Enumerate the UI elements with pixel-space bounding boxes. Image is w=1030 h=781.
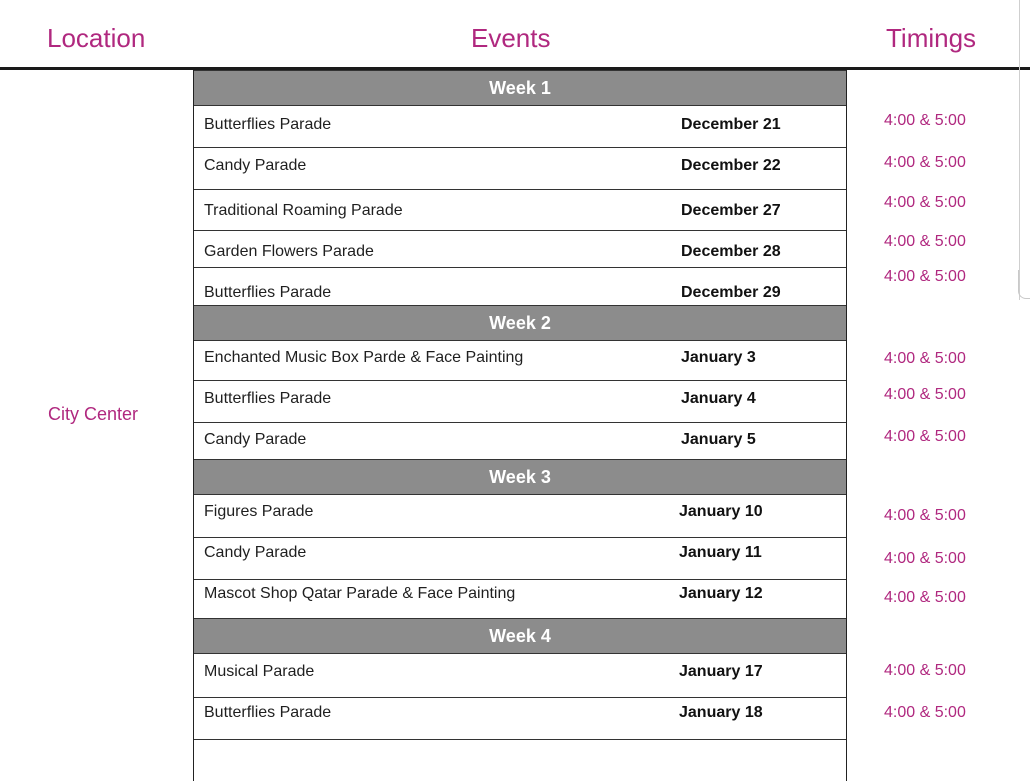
events-column-left-border [193, 70, 194, 781]
event-name: Butterflies Parade [204, 704, 332, 721]
event-date: December 28 [681, 243, 781, 260]
row-divider [194, 230, 846, 231]
event-name: Butterflies Parade [204, 284, 332, 301]
event-date: January 3 [681, 349, 756, 366]
event-name: Garden Flowers Parade [204, 243, 374, 260]
event-date: January 5 [681, 431, 756, 448]
event-name: Mascot Shop Qatar Parade & Face Painting [204, 585, 516, 602]
scrollbar-track[interactable] [1019, 0, 1020, 300]
event-date: January 10 [679, 503, 763, 520]
event-timing: 4:00 & 5:00 [884, 194, 966, 211]
event-date: December 27 [681, 202, 781, 219]
event-date: December 22 [681, 157, 781, 174]
event-date: January 11 [679, 544, 762, 561]
events-column-header: Events [471, 23, 551, 53]
event-timing: 4:00 & 5:00 [884, 350, 966, 367]
week-1-band: Week 1 [194, 70, 846, 106]
event-timing: 4:00 & 5:00 [884, 386, 966, 403]
event-date: December 21 [681, 116, 781, 133]
event-date: January 4 [681, 390, 756, 407]
scrollbar-corner [1018, 270, 1030, 299]
event-timing: 4:00 & 5:00 [884, 154, 966, 171]
event-timing: 4:00 & 5:00 [884, 112, 966, 129]
events-column-right-border [846, 70, 847, 781]
row-divider [194, 697, 846, 698]
event-date: December 29 [681, 284, 781, 301]
event-name: Traditional Roaming Parade [204, 202, 403, 219]
location-cell: City Center [48, 404, 139, 424]
event-name: Butterflies Parade [204, 390, 332, 407]
row-divider [194, 147, 846, 148]
week-2-band: Week 2 [194, 305, 846, 341]
event-date: January 17 [679, 663, 763, 680]
event-name: Enchanted Music Box Parde & Face Painting [204, 349, 524, 366]
row-divider [194, 537, 846, 538]
event-timing: 4:00 & 5:00 [884, 550, 966, 567]
event-name: Candy Parade [204, 431, 307, 448]
row-divider [194, 380, 846, 381]
event-timing: 4:00 & 5:00 [884, 233, 966, 250]
event-date: January 12 [679, 585, 763, 602]
event-name: Candy Parade [204, 157, 307, 174]
timings-column-header: Timings [886, 23, 977, 53]
row-divider [194, 267, 846, 268]
event-date: January 18 [679, 704, 763, 721]
row-divider [194, 422, 846, 423]
event-name: Candy Parade [204, 544, 307, 561]
event-timing: 4:00 & 5:00 [884, 428, 966, 445]
event-timing: 4:00 & 5:00 [884, 662, 966, 679]
event-name: Butterflies Parade [204, 116, 332, 133]
event-timing: 4:00 & 5:00 [884, 507, 966, 524]
event-timing: 4:00 & 5:00 [884, 268, 966, 285]
week-3-band: Week 3 [194, 459, 846, 495]
event-name: Figures Parade [204, 503, 314, 520]
week-4-band: Week 4 [194, 618, 846, 654]
event-timing: 4:00 & 5:00 [884, 704, 966, 721]
event-name: Musical Parade [204, 663, 315, 680]
row-divider [194, 189, 846, 190]
event-timing: 4:00 & 5:00 [884, 589, 966, 606]
row-divider [194, 579, 846, 580]
location-column-header: Location [47, 23, 146, 53]
row-divider [194, 739, 846, 740]
